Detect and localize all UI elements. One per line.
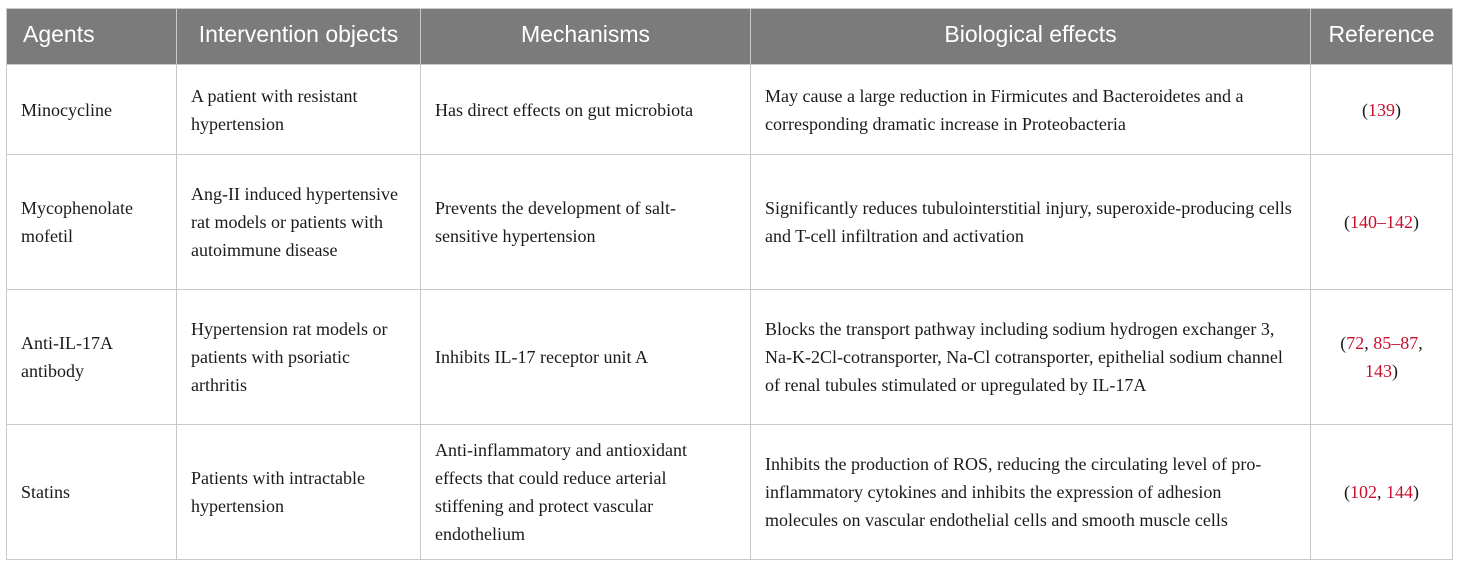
ref-separator: ,	[1364, 333, 1374, 353]
header-intervention-objects: Intervention objects	[177, 9, 421, 65]
header-mechanisms: Mechanisms	[421, 9, 751, 65]
ref-open-paren: (	[1340, 333, 1347, 353]
agent-cell: Statins	[7, 425, 177, 560]
reference-link[interactable]: 102	[1350, 482, 1377, 502]
reference-link[interactable]: 140–142	[1350, 212, 1413, 232]
table-row	[7, 155, 1453, 290]
header-agents: Agents	[7, 9, 177, 65]
ref-close-paren: )	[1395, 99, 1401, 120]
reference-link[interactable]: 139	[1368, 99, 1395, 120]
ref-close-paren: )	[1413, 212, 1419, 232]
mechanism-cell: Has direct effects on gut microbiota	[421, 65, 751, 155]
agent-cell: Minocycline	[7, 65, 177, 155]
ref-close-paren: )	[1392, 361, 1398, 381]
intervention-cell: Ang-II induced hypertensive rat models or patients with autoimmune disease	[177, 155, 421, 290]
table-row	[7, 65, 1453, 155]
data-table-container	[6, 8, 1452, 560]
reference-link[interactable]: 144	[1386, 482, 1413, 502]
table-row	[7, 425, 1453, 560]
header-biological-effects: Biological effects	[751, 9, 1311, 65]
intervention-cell: A patient with resistant hypertension	[177, 65, 421, 155]
table-row	[7, 290, 1453, 425]
agent-cell: Mycophenolate mofetil	[7, 155, 177, 290]
ref-separator: ,	[1418, 333, 1423, 353]
mechanism-cell: Prevents the development of salt-sensitive hypertension	[421, 155, 751, 290]
mechanism-cell: Inhibits IL-17 receptor unit A	[421, 290, 751, 425]
agent-cell: Anti-IL-17A antibody	[7, 290, 177, 425]
reference-cell	[1311, 65, 1453, 155]
ref-open-paren: (	[1362, 99, 1368, 120]
effect-cell: Significantly reduces tubulointerstitial injury, superoxide-producing cells and T-cell infiltration and activation	[751, 155, 1311, 290]
header-reference: Reference	[1311, 9, 1453, 65]
ref-close-paren: )	[1413, 482, 1419, 502]
ref-open-paren: (	[1344, 212, 1350, 232]
mechanism-cell: Anti-inflammatory and antioxidant effects that could reduce arterial stiffening and protect vascular endothelium	[421, 425, 751, 560]
effect-cell: Inhibits the production of ROS, reducing the circulating level of pro-inflammatory cytokines and inhibits the expression of adhesion molecules on vascular endothelial cells and smooth muscle cells	[751, 425, 1311, 560]
reference-link[interactable]: 72	[1346, 333, 1365, 353]
reference-link[interactable]: 85–87	[1373, 333, 1419, 353]
reference-cell	[1311, 290, 1453, 425]
effect-cell: May cause a large reduction in Firmicutes and Bacteroidetes and a corresponding dramatic increase in Proteobacteria	[751, 65, 1311, 155]
intervention-cell: Patients with intractable hypertension	[177, 425, 421, 560]
ref-separator: ,	[1377, 482, 1386, 502]
reference-cell	[1311, 155, 1453, 290]
header-row	[7, 9, 1453, 65]
table-body	[7, 65, 1453, 560]
ref-open-paren: (	[1344, 482, 1350, 502]
table-header	[7, 9, 1453, 65]
reference-link[interactable]: 143	[1365, 361, 1392, 381]
intervention-cell: Hypertension rat models or patients with psoriatic arthritis	[177, 290, 421, 425]
effect-cell: Blocks the transport pathway including sodium hydrogen exchanger 3, Na-K-2Cl-cotransporter, Na-Cl cotransporter, epithelial sodium channel of renal tubules stimulated or upregulated by IL-17A	[751, 290, 1311, 425]
reference-cell	[1311, 425, 1453, 560]
agents-table	[6, 8, 1453, 560]
